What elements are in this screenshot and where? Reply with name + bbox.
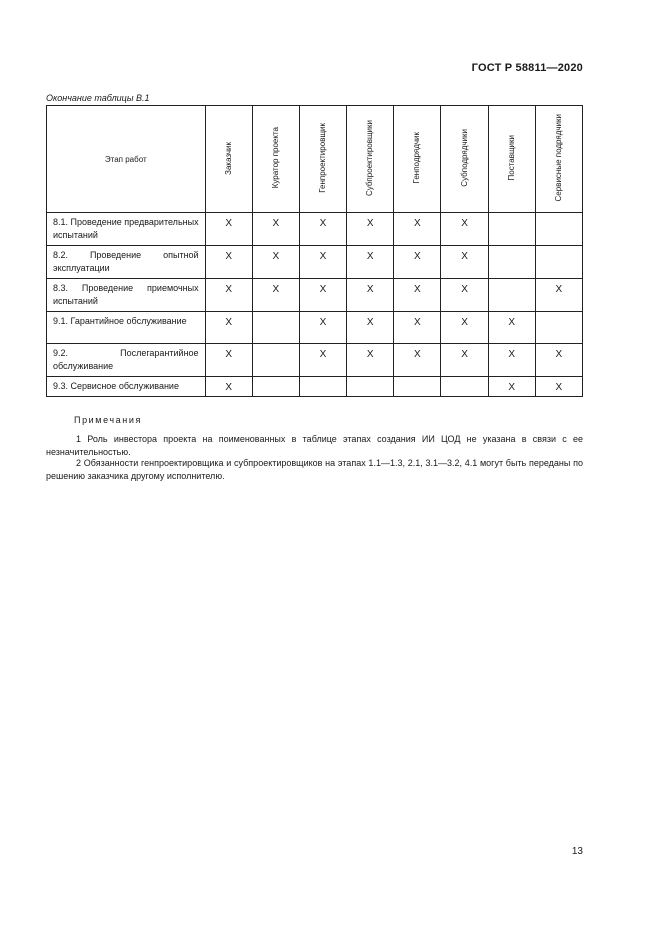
column-header [535,106,582,213]
mark-cell: X [394,246,441,279]
column-header [299,106,346,213]
mark-cell: X [535,344,582,377]
standard-designation: ГОСТ Р 58811—2020 [471,62,583,74]
mark-cell [252,377,299,397]
mark-cell [488,213,535,246]
mark-cell: X [252,246,299,279]
table-row [47,344,583,377]
stage-cell: 9.1. Гарантийное обслуживание [47,312,206,344]
column-header-label: Заказчик [223,141,233,175]
mark-cell [488,246,535,279]
column-header [394,106,441,213]
stage-cell: 9.2. Послегарантийное обслуживание [47,344,206,377]
mark-cell: X [441,246,488,279]
table-caption: Окончание таблицы В.1 [46,93,150,103]
column-header-label: Генпроектировщик [318,123,327,193]
stage-cell: 8.1. Проведение предварительных испытаний [47,213,206,246]
mark-cell: X [488,377,535,397]
mark-cell [488,279,535,312]
mark-cell [299,377,346,397]
column-header [488,106,535,213]
mark-cell: X [441,312,488,344]
mark-cell: X [299,312,346,344]
stage-cell: 9.3. Сервисное обслуживание [47,377,206,397]
mark-cell: X [205,213,252,246]
column-header [205,106,252,213]
mark-cell: X [299,213,346,246]
note-item: 2 Обязанности генпроектировщика и субпроектировщиков на этапах 1.1—1.3, 2.1, 3.1—3.2, 4.1 могут быть переданы по решению заказчика другому исполнителю. [46,458,583,481]
mark-cell: X [394,312,441,344]
table-row [47,312,583,344]
mark-cell: X [441,279,488,312]
mark-cell: X [205,344,252,377]
mark-cell [347,377,394,397]
mark-cell: X [205,246,252,279]
column-header-label: Куратор проекта [270,127,280,189]
mark-cell: X [347,344,394,377]
mark-cell: X [394,213,441,246]
table-row [47,246,583,279]
column-header [441,106,488,213]
mark-cell: X [441,344,488,377]
column-header-label: Поставщики [506,135,516,181]
stage-column-header: Этап работ [47,106,206,213]
table-header-row [47,106,583,213]
page-number: 13 [571,846,583,857]
column-header-label: Генподрядчик [412,132,422,184]
note-item: 1 Роль инвестора проекта на поименованных в таблице этапах создания ИИ ЦОД не указана в связи с ее незначительностью. [46,434,583,457]
mark-cell [394,377,441,397]
mark-cell: X [205,312,252,344]
mark-cell: X [394,344,441,377]
mark-cell: X [205,279,252,312]
mark-cell [441,377,488,397]
mark-cell: X [299,344,346,377]
mark-cell [535,246,582,279]
stage-cell: 8.2. Проведение опытной эксплуатации [47,246,206,279]
table-row [47,279,583,312]
column-header-label: Сервисные подрядчики [553,114,563,202]
mark-cell: X [252,213,299,246]
mark-cell: X [347,312,394,344]
mark-cell: X [347,279,394,312]
mark-cell: X [394,279,441,312]
mark-cell: X [488,344,535,377]
column-header-label: Субподрядчики [459,129,469,187]
mark-cell: X [441,213,488,246]
mark-cell [252,312,299,344]
column-header-label: Субпроектировщики [365,119,375,197]
table-row [47,213,583,246]
mark-cell: X [488,312,535,344]
mark-cell: X [535,377,582,397]
responsibility-table [46,105,583,397]
mark-cell: X [347,246,394,279]
mark-cell [535,312,582,344]
mark-cell: X [252,279,299,312]
mark-cell: X [347,213,394,246]
column-header [347,106,394,213]
mark-cell: X [205,377,252,397]
mark-cell [535,213,582,246]
notes-title: Примечания [74,415,142,425]
mark-cell [252,344,299,377]
stage-cell: 8.3. Проведение приемочных испытаний [47,279,206,312]
mark-cell: X [535,279,582,312]
mark-cell: X [299,279,346,312]
column-header [252,106,299,213]
mark-cell: X [299,246,346,279]
table-row [47,377,583,397]
